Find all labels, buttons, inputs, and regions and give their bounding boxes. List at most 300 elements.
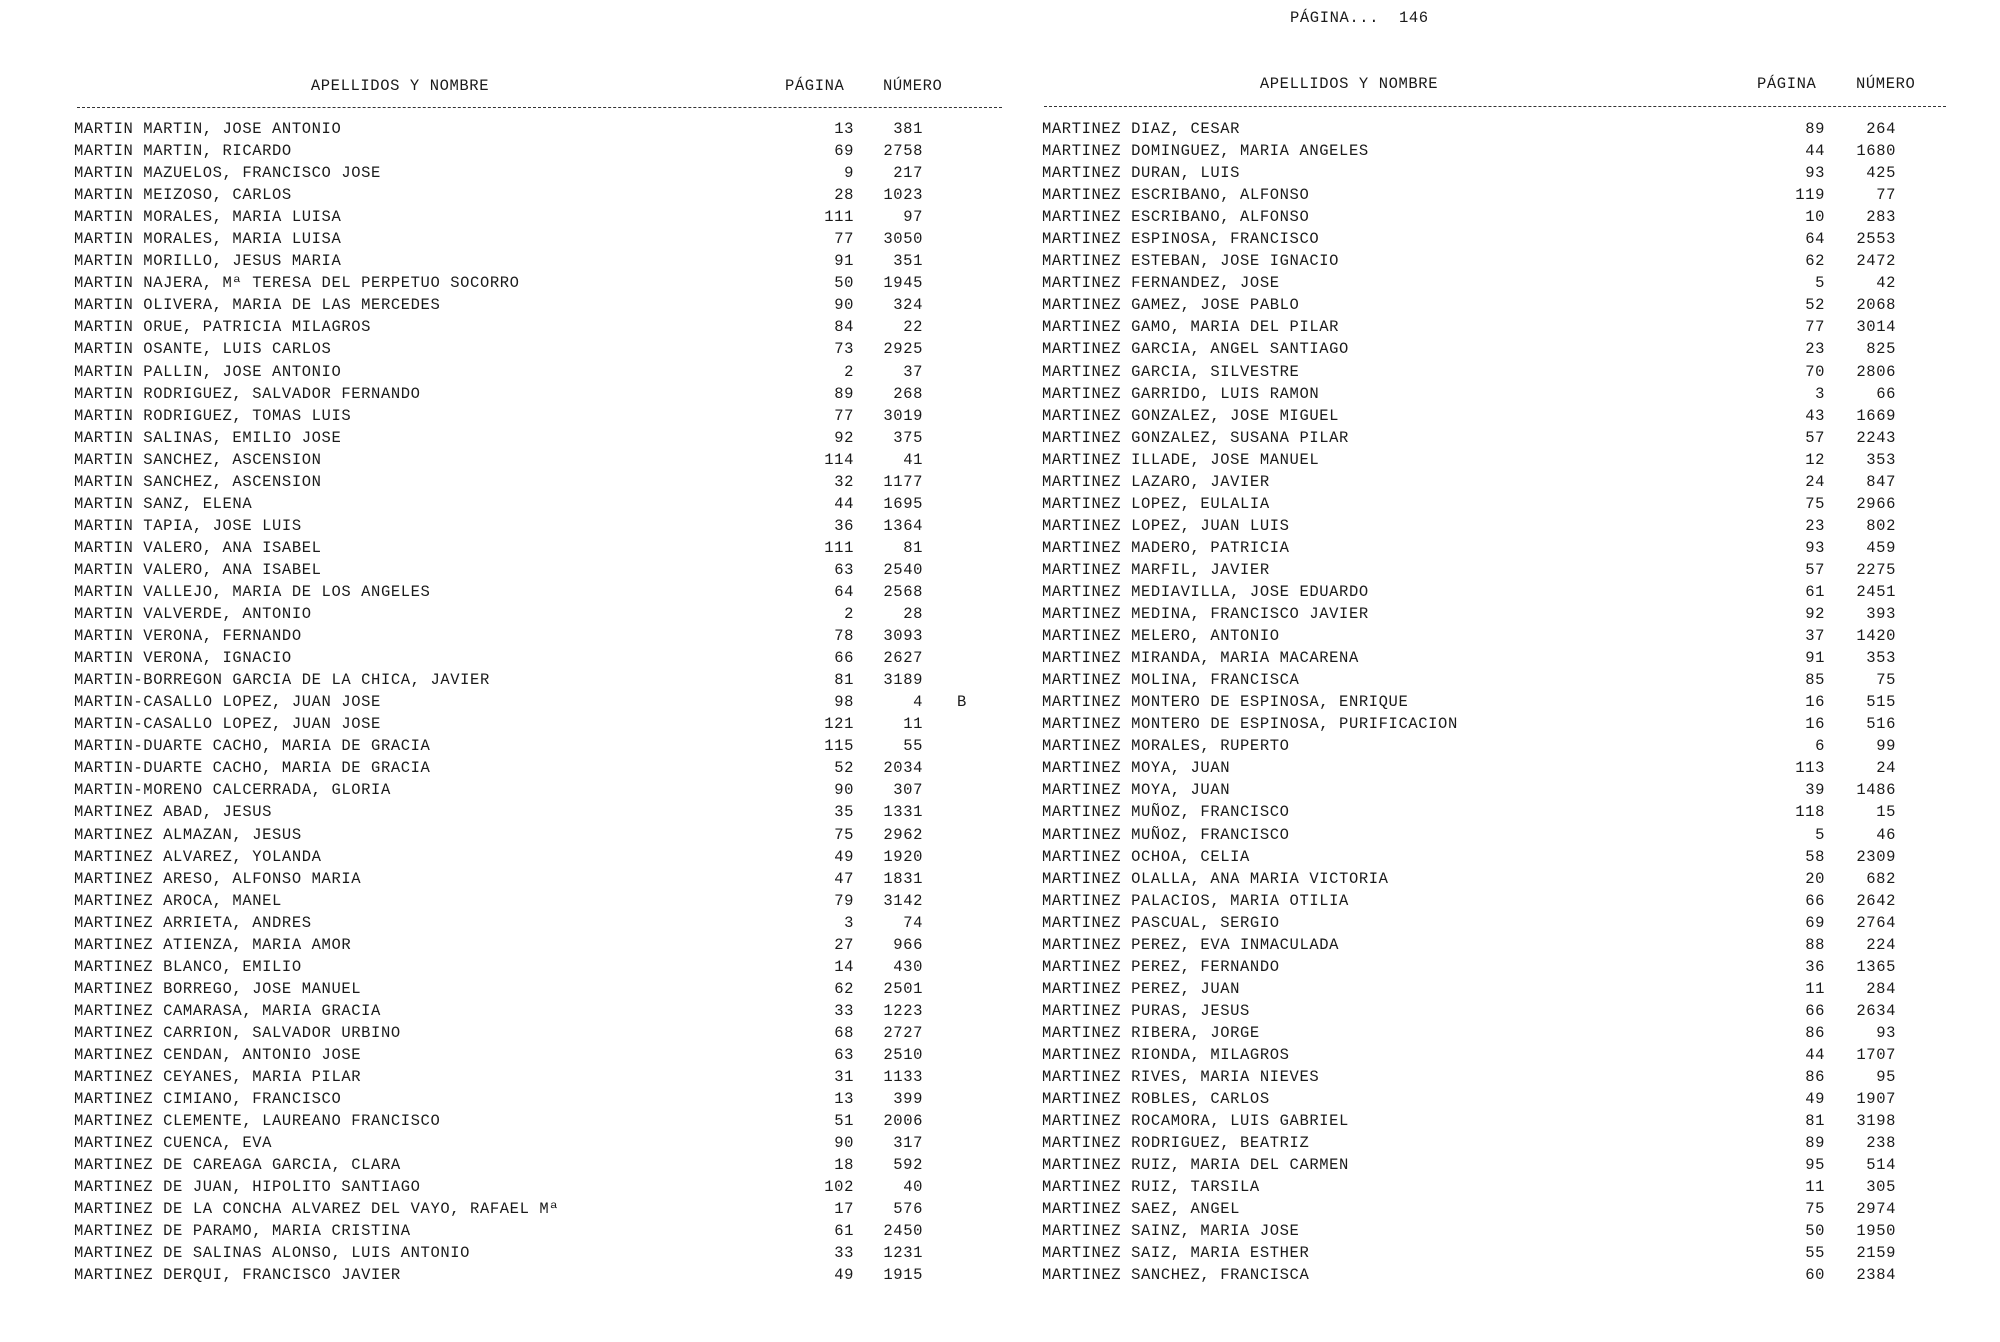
entry-name: MARTIN VALERO, ANA ISABEL	[74, 560, 322, 579]
entry-number: 353	[1866, 649, 1896, 668]
entry-number: 847	[1866, 472, 1896, 491]
entry-number: 41	[903, 450, 923, 469]
entry-page: 98	[834, 693, 854, 712]
entry-name: MARTINEZ MONTERO DE ESPINOSA, PURIFICACION	[1042, 715, 1458, 734]
entry-page: 50	[1805, 1222, 1825, 1241]
entry-name: MARTINEZ BORREGO, JOSE MANUEL	[74, 979, 362, 998]
entry-page: 50	[834, 274, 854, 293]
entry-name: MARTINEZ CLEMENTE, LAUREANO FRANCISCO	[74, 1112, 441, 1131]
table-row	[74, 184, 974, 206]
entry-number: 2727	[883, 1023, 923, 1042]
entry-page: 113	[1795, 759, 1825, 778]
table-row	[74, 1088, 974, 1110]
entry-number: 399	[893, 1090, 923, 1109]
entry-number: 2275	[1856, 560, 1896, 579]
table-row	[1042, 801, 1912, 823]
entry-number: 2540	[883, 560, 923, 579]
entry-page: 2	[844, 362, 854, 381]
table-row	[74, 1264, 974, 1286]
entry-number: 11	[903, 715, 923, 734]
entry-number: 2309	[1856, 847, 1896, 866]
entry-name: MARTIN-CASALLO LOPEZ, JUAN JOSE	[74, 693, 381, 712]
entry-number: 268	[893, 384, 923, 403]
entry-number: 2006	[883, 1112, 923, 1131]
table-row	[1042, 978, 1912, 1000]
table-row	[1042, 1176, 1912, 1198]
entry-number: 99	[1876, 737, 1896, 756]
entry-page: 81	[834, 671, 854, 690]
entry-name: MARTINEZ MEDINA, FRANCISCO JAVIER	[1042, 605, 1369, 624]
entry-number: 1920	[883, 847, 923, 866]
entry-number: 592	[893, 1156, 923, 1175]
entry-number: 1223	[883, 1001, 923, 1020]
entry-number: 74	[903, 913, 923, 932]
table-row	[1042, 118, 1912, 140]
table-row	[1042, 1154, 1912, 1176]
entry-page: 11	[1805, 979, 1825, 998]
table-row	[1042, 603, 1912, 625]
entry-page: 17	[834, 1200, 854, 1219]
entry-page: 58	[1805, 847, 1825, 866]
entry-name: MARTIN MARTIN, JOSE ANTONIO	[74, 120, 342, 138]
page-label: PÁGINA...	[1290, 9, 1380, 27]
table-row	[74, 162, 974, 184]
entry-number: 1364	[883, 516, 923, 535]
entry-number: 3019	[883, 406, 923, 425]
entry-page: 121	[824, 715, 854, 734]
entry-page: 31	[834, 1068, 854, 1087]
table-row	[74, 1066, 974, 1088]
entry-name: MARTINEZ MUÑOZ, FRANCISCO	[1042, 803, 1290, 822]
entry-page: 60	[1805, 1266, 1825, 1285]
table-row	[74, 361, 974, 383]
right-header-name: APELLIDOS Y NOMBRE	[1259, 75, 1439, 93]
entry-page: 77	[834, 406, 854, 425]
table-row	[1042, 471, 1912, 493]
entry-number: 1669	[1856, 406, 1896, 425]
entry-number: 3050	[883, 230, 923, 249]
entry-number: 825	[1866, 340, 1896, 359]
entry-name: MARTINEZ GARCIA, ANGEL SANTIAGO	[1042, 340, 1349, 359]
entry-name: MARTINEZ CENDAN, ANTONIO JOSE	[74, 1045, 362, 1064]
table-row	[1042, 250, 1912, 272]
entry-name: MARTINEZ ALVAREZ, YOLANDA	[74, 847, 322, 866]
entry-name: MARTINEZ GAMEZ, JOSE PABLO	[1042, 296, 1300, 315]
entry-number: 2510	[883, 1045, 923, 1064]
entry-name: MARTINEZ LAZARO, JAVIER	[1042, 472, 1270, 491]
entry-page: 69	[1805, 913, 1825, 932]
entry-name: MARTINEZ ATIENZA, MARIA AMOR	[74, 935, 352, 954]
entry-name: MARTINEZ MONTERO DE ESPINOSA, ENRIQUE	[1042, 693, 1409, 712]
entry-page: 49	[1805, 1090, 1825, 1109]
table-row	[1042, 559, 1912, 581]
entry-name: MARTINEZ ESCRIBANO, ALFONSO	[1042, 186, 1310, 205]
left-header-number: NÚMERO	[883, 77, 943, 95]
entry-number: 93	[1876, 1023, 1896, 1042]
entry-name: MARTIN OLIVERA, MARIA DE LAS MERCEDES	[74, 296, 441, 315]
entry-name: MARTINEZ CIMIANO, FRANCISCO	[74, 1090, 342, 1109]
entry-number: 2642	[1856, 891, 1896, 910]
left-header-page: PÁGINA	[785, 77, 845, 95]
table-row	[1042, 294, 1912, 316]
entry-number: 66	[1876, 384, 1896, 403]
table-row	[1042, 1044, 1912, 1066]
entry-number: 381	[893, 120, 923, 138]
entry-page: 81	[1805, 1112, 1825, 1131]
entry-number: 2974	[1856, 1200, 1896, 1219]
entry-name: MARTINEZ CEYANES, MARIA PILAR	[74, 1068, 362, 1087]
entry-page: 64	[834, 582, 854, 601]
entry-page: 86	[1805, 1068, 1825, 1087]
table-row	[1042, 228, 1912, 250]
table-row	[74, 581, 974, 603]
entry-name: MARTINEZ ILLADE, JOSE MANUEL	[1042, 450, 1320, 469]
entry-number: 2243	[1856, 428, 1896, 447]
right-entry-list	[1042, 118, 1912, 1286]
table-row	[74, 846, 974, 868]
table-row	[74, 250, 974, 272]
table-row	[74, 140, 974, 162]
table-row	[74, 338, 974, 360]
table-row	[1042, 427, 1912, 449]
entry-number: 97	[903, 208, 923, 227]
table-row	[1042, 1198, 1912, 1220]
entry-name: MARTINEZ ARESO, ALFONSO MARIA	[74, 869, 362, 888]
table-row	[1042, 934, 1912, 956]
entry-name: MARTINEZ FERNANDEZ, JOSE	[1042, 274, 1280, 293]
entry-name: MARTIN-DUARTE CACHO, MARIA DE GRACIA	[74, 759, 431, 778]
entry-number: 2962	[883, 825, 923, 844]
entry-number: 2925	[883, 340, 923, 359]
table-row	[1042, 206, 1912, 228]
entry-name: MARTIN VERONA, FERNANDO	[74, 627, 302, 646]
entry-number: 425	[1866, 164, 1896, 183]
entry-name: MARTIN SANZ, ELENA	[74, 494, 253, 513]
table-row	[74, 1022, 974, 1044]
entry-name: MARTINEZ CUENCA, EVA	[74, 1134, 273, 1153]
table-row	[1042, 1220, 1912, 1242]
entry-name: MARTINEZ MORALES, RUPERTO	[1042, 737, 1290, 756]
entry-number: 22	[903, 318, 923, 337]
entry-page: 66	[1805, 891, 1825, 910]
entry-name: MARTINEZ GARCIA, SILVESTRE	[1042, 362, 1300, 381]
entry-page: 84	[834, 318, 854, 337]
entry-page: 3	[1815, 384, 1825, 403]
entry-number: 802	[1866, 516, 1896, 535]
table-row	[74, 515, 974, 537]
entry-page: 69	[834, 142, 854, 161]
table-row	[74, 956, 974, 978]
entry-number: 966	[893, 935, 923, 954]
table-row	[1042, 1022, 1912, 1044]
table-row	[74, 647, 974, 669]
table-row	[1042, 383, 1912, 405]
entry-page: 55	[1805, 1244, 1825, 1263]
entry-name: MARTINEZ SAINZ, MARIA JOSE	[1042, 1222, 1300, 1241]
entry-number: 1915	[883, 1266, 923, 1285]
entry-number: 2966	[1856, 494, 1896, 513]
entry-number: 2764	[1856, 913, 1896, 932]
entry-number: 2553	[1856, 230, 1896, 249]
table-row	[74, 1176, 974, 1198]
entry-page: 49	[834, 1266, 854, 1285]
table-row	[1042, 956, 1912, 978]
page-number: 146	[1398, 9, 1429, 27]
table-row	[1042, 1066, 1912, 1088]
entry-page: 12	[1805, 450, 1825, 469]
entry-number: 576	[893, 1200, 923, 1219]
entry-number: 4	[913, 693, 923, 712]
entry-page: 91	[1805, 649, 1825, 668]
table-row	[74, 493, 974, 515]
entry-number: 514	[1866, 1156, 1896, 1175]
table-row	[1042, 824, 1912, 846]
entry-page: 115	[824, 737, 854, 756]
entry-number: 77	[1876, 186, 1896, 205]
entry-name: MARTINEZ DE JUAN, HIPOLITO SANTIAGO	[74, 1178, 421, 1197]
table-row	[1042, 272, 1912, 294]
entry-page: 89	[1805, 1134, 1825, 1153]
entry-number: 1831	[883, 869, 923, 888]
entry-page: 3	[844, 913, 854, 932]
entry-page: 61	[834, 1222, 854, 1241]
table-row	[74, 978, 974, 1000]
entry-number: 1420	[1856, 627, 1896, 646]
entry-number: 40	[903, 1178, 923, 1197]
entry-page: 44	[1805, 142, 1825, 161]
entry-page: 95	[1805, 1156, 1825, 1175]
entry-name: MARTINEZ SAEZ, ANGEL	[1042, 1200, 1241, 1219]
entry-page: 52	[1805, 296, 1825, 315]
table-row	[74, 537, 974, 559]
right-header-page: PÁGINA	[1757, 75, 1817, 93]
table-row	[74, 294, 974, 316]
entry-number: 1680	[1856, 142, 1896, 161]
entry-page: 86	[1805, 1023, 1825, 1042]
entry-number: 75	[1876, 671, 1896, 690]
entry-page: 33	[834, 1001, 854, 1020]
entry-page: 75	[1805, 1200, 1825, 1219]
entry-page: 57	[1805, 560, 1825, 579]
table-row	[74, 206, 974, 228]
entry-page: 44	[834, 494, 854, 513]
table-row	[1042, 184, 1912, 206]
entry-name: MARTINEZ ESPINOSA, FRANCISCO	[1042, 230, 1320, 249]
entry-page: 36	[834, 516, 854, 535]
entry-page: 51	[834, 1112, 854, 1131]
entry-name: MARTINEZ PEREZ, JUAN	[1042, 979, 1241, 998]
entry-number: 2806	[1856, 362, 1896, 381]
table-row	[1042, 1242, 1912, 1264]
entry-page: 68	[834, 1023, 854, 1042]
table-row	[1042, 581, 1912, 603]
entry-number: 24	[1876, 759, 1896, 778]
table-row	[1042, 537, 1912, 559]
entry-page: 93	[1805, 164, 1825, 183]
entry-number: 393	[1866, 605, 1896, 624]
entry-name: MARTINEZ OCHOA, CELIA	[1042, 847, 1250, 866]
entry-number: 3142	[883, 891, 923, 910]
entry-page: 44	[1805, 1045, 1825, 1064]
entry-mark: B	[957, 693, 967, 712]
entry-page: 77	[834, 230, 854, 249]
table-row	[74, 934, 974, 956]
entry-number: 2384	[1856, 1266, 1896, 1285]
entry-name: MARTINEZ DE PARAMO, MARIA CRISTINA	[74, 1222, 411, 1241]
entry-name: MARTINEZ ROCAMORA, LUIS GABRIEL	[1042, 1112, 1349, 1131]
table-row	[1042, 779, 1912, 801]
entry-page: 89	[834, 384, 854, 403]
entry-page: 2	[844, 605, 854, 624]
table-row	[1042, 735, 1912, 757]
table-row	[74, 625, 974, 647]
entry-name: MARTIN MORALES, MARIA LUISA	[74, 208, 342, 227]
entry-name: MARTINEZ MOLINA, FRANCISCA	[1042, 671, 1300, 690]
entry-name: MARTIN RODRIGUEZ, SALVADOR FERNANDO	[74, 384, 421, 403]
table-row	[1042, 912, 1912, 934]
entry-number: 284	[1866, 979, 1896, 998]
entry-number: 283	[1866, 208, 1896, 227]
entry-name: MARTINEZ ESCRIBANO, ALFONSO	[1042, 208, 1310, 227]
entry-number: 28	[903, 605, 923, 624]
entry-page: 66	[834, 649, 854, 668]
table-row	[74, 713, 974, 735]
entry-name: MARTIN ORUE, PATRICIA MILAGROS	[74, 318, 372, 337]
entry-name: MARTINEZ GONZALEZ, SUSANA PILAR	[1042, 428, 1349, 447]
table-row	[74, 824, 974, 846]
entry-page: 9	[844, 164, 854, 183]
entry-name: MARTIN SALINAS, EMILIO JOSE	[74, 428, 342, 447]
entry-page: 5	[1815, 274, 1825, 293]
table-row	[74, 228, 974, 250]
entry-name: MARTINEZ CAMARASA, MARIA GRACIA	[74, 1001, 381, 1020]
table-row	[74, 691, 974, 713]
entry-name: MARTINEZ AROCA, MANEL	[74, 891, 282, 910]
table-row	[1042, 361, 1912, 383]
entry-page: 90	[834, 296, 854, 315]
entry-name: MARTINEZ MUÑOZ, FRANCISCO	[1042, 825, 1290, 844]
entry-number: 305	[1866, 1178, 1896, 1197]
table-row	[74, 559, 974, 581]
entry-page: 43	[1805, 406, 1825, 425]
table-row	[74, 272, 974, 294]
entry-number: 1331	[883, 803, 923, 822]
entry-name: MARTINEZ BLANCO, EMILIO	[74, 957, 302, 976]
entry-page: 23	[1805, 516, 1825, 535]
entry-name: MARTINEZ ABAD, JESUS	[74, 803, 273, 822]
entry-name: MARTINEZ PEREZ, EVA INMACULADA	[1042, 935, 1340, 954]
entry-number: 37	[903, 362, 923, 381]
entry-name: MARTINEZ RIBERA, JORGE	[1042, 1023, 1260, 1042]
table-row	[74, 471, 974, 493]
entry-name: MARTIN NAJERA, Mª TERESA DEL PERPETUO SOCORRO	[74, 274, 520, 293]
entry-number: 682	[1866, 869, 1896, 888]
table-row	[74, 757, 974, 779]
table-row	[1042, 1110, 1912, 1132]
entry-name: MARTIN OSANTE, LUIS CARLOS	[74, 340, 332, 359]
entry-number: 459	[1866, 538, 1896, 557]
entry-name: MARTIN-CASALLO LOPEZ, JUAN JOSE	[74, 715, 381, 734]
table-row	[1042, 338, 1912, 360]
table-row	[1042, 1088, 1912, 1110]
table-row	[1042, 162, 1912, 184]
left-header-name: APELLIDOS Y NOMBRE	[310, 77, 490, 95]
entry-page: 62	[1805, 252, 1825, 271]
entry-page: 85	[1805, 671, 1825, 690]
entry-page: 13	[834, 120, 854, 138]
entry-name: MARTINEZ GONZALEZ, JOSE MIGUEL	[1042, 406, 1340, 425]
entry-page: 90	[834, 781, 854, 800]
entry-name: MARTINEZ RIVES, MARIA NIEVES	[1042, 1068, 1320, 1087]
table-row	[1042, 868, 1912, 890]
entry-page: 75	[834, 825, 854, 844]
entry-page: 92	[1805, 605, 1825, 624]
entry-page: 13	[834, 1090, 854, 1109]
table-row	[1042, 316, 1912, 338]
entry-name: MARTINEZ SANCHEZ, FRANCISCA	[1042, 1266, 1310, 1285]
entry-page: 6	[1815, 737, 1825, 756]
entry-number: 375	[893, 428, 923, 447]
entry-page: 32	[834, 472, 854, 491]
entry-page: 24	[1805, 472, 1825, 491]
table-row	[1042, 493, 1912, 515]
entry-page: 93	[1805, 538, 1825, 557]
entry-number: 2758	[883, 142, 923, 161]
entry-name: MARTIN MAZUELOS, FRANCISCO JOSE	[74, 164, 381, 183]
table-row	[1042, 140, 1912, 162]
left-entry-list	[74, 118, 974, 1286]
table-row	[74, 1000, 974, 1022]
entry-number: 1950	[1856, 1222, 1896, 1241]
entry-page: 37	[1805, 627, 1825, 646]
entry-page: 14	[834, 957, 854, 976]
entry-page: 47	[834, 869, 854, 888]
entry-number: 1486	[1856, 781, 1896, 800]
entry-number: 1907	[1856, 1090, 1896, 1109]
entry-page: 114	[824, 450, 854, 469]
entry-name: MARTINEZ LOPEZ, JUAN LUIS	[1042, 516, 1290, 535]
entry-page: 89	[1805, 120, 1825, 138]
entry-name: MARTINEZ ESTEBAN, JOSE IGNACIO	[1042, 252, 1340, 271]
entry-name: MARTINEZ PASCUAL, SERGIO	[1042, 913, 1280, 932]
entry-page: 27	[834, 935, 854, 954]
entry-name: MARTINEZ DIAZ, CESAR	[1042, 120, 1241, 138]
table-row	[74, 1198, 974, 1220]
entry-page: 70	[1805, 362, 1825, 381]
entry-number: 1177	[883, 472, 923, 491]
entry-name: MARTIN MORALES, MARIA LUISA	[74, 230, 342, 249]
entry-page: 79	[834, 891, 854, 910]
entry-number: 516	[1866, 715, 1896, 734]
entry-number: 317	[893, 1134, 923, 1153]
entry-page: 119	[1795, 186, 1825, 205]
entry-name: MARTIN-BORREGON GARCIA DE LA CHICA, JAVIER	[74, 671, 490, 690]
entry-name: MARTIN VALLEJO, MARIA DE LOS ANGELES	[74, 582, 431, 601]
entry-number: 264	[1866, 120, 1896, 138]
entry-page: 5	[1815, 825, 1825, 844]
table-row	[74, 405, 974, 427]
entry-name: MARTIN-MORENO CALCERRADA, GLORIA	[74, 781, 391, 800]
entry-number: 2568	[883, 582, 923, 601]
entry-name: MARTIN VERONA, IGNACIO	[74, 649, 292, 668]
entry-page: 78	[834, 627, 854, 646]
entry-name: MARTIN RODRIGUEZ, TOMAS LUIS	[74, 406, 352, 425]
table-row	[74, 1220, 974, 1242]
entry-name: MARTINEZ GARRIDO, LUIS RAMON	[1042, 384, 1320, 403]
table-row	[74, 118, 974, 140]
entry-name: MARTINEZ PALACIOS, MARIA OTILIA	[1042, 891, 1349, 910]
entry-page: 20	[1805, 869, 1825, 888]
